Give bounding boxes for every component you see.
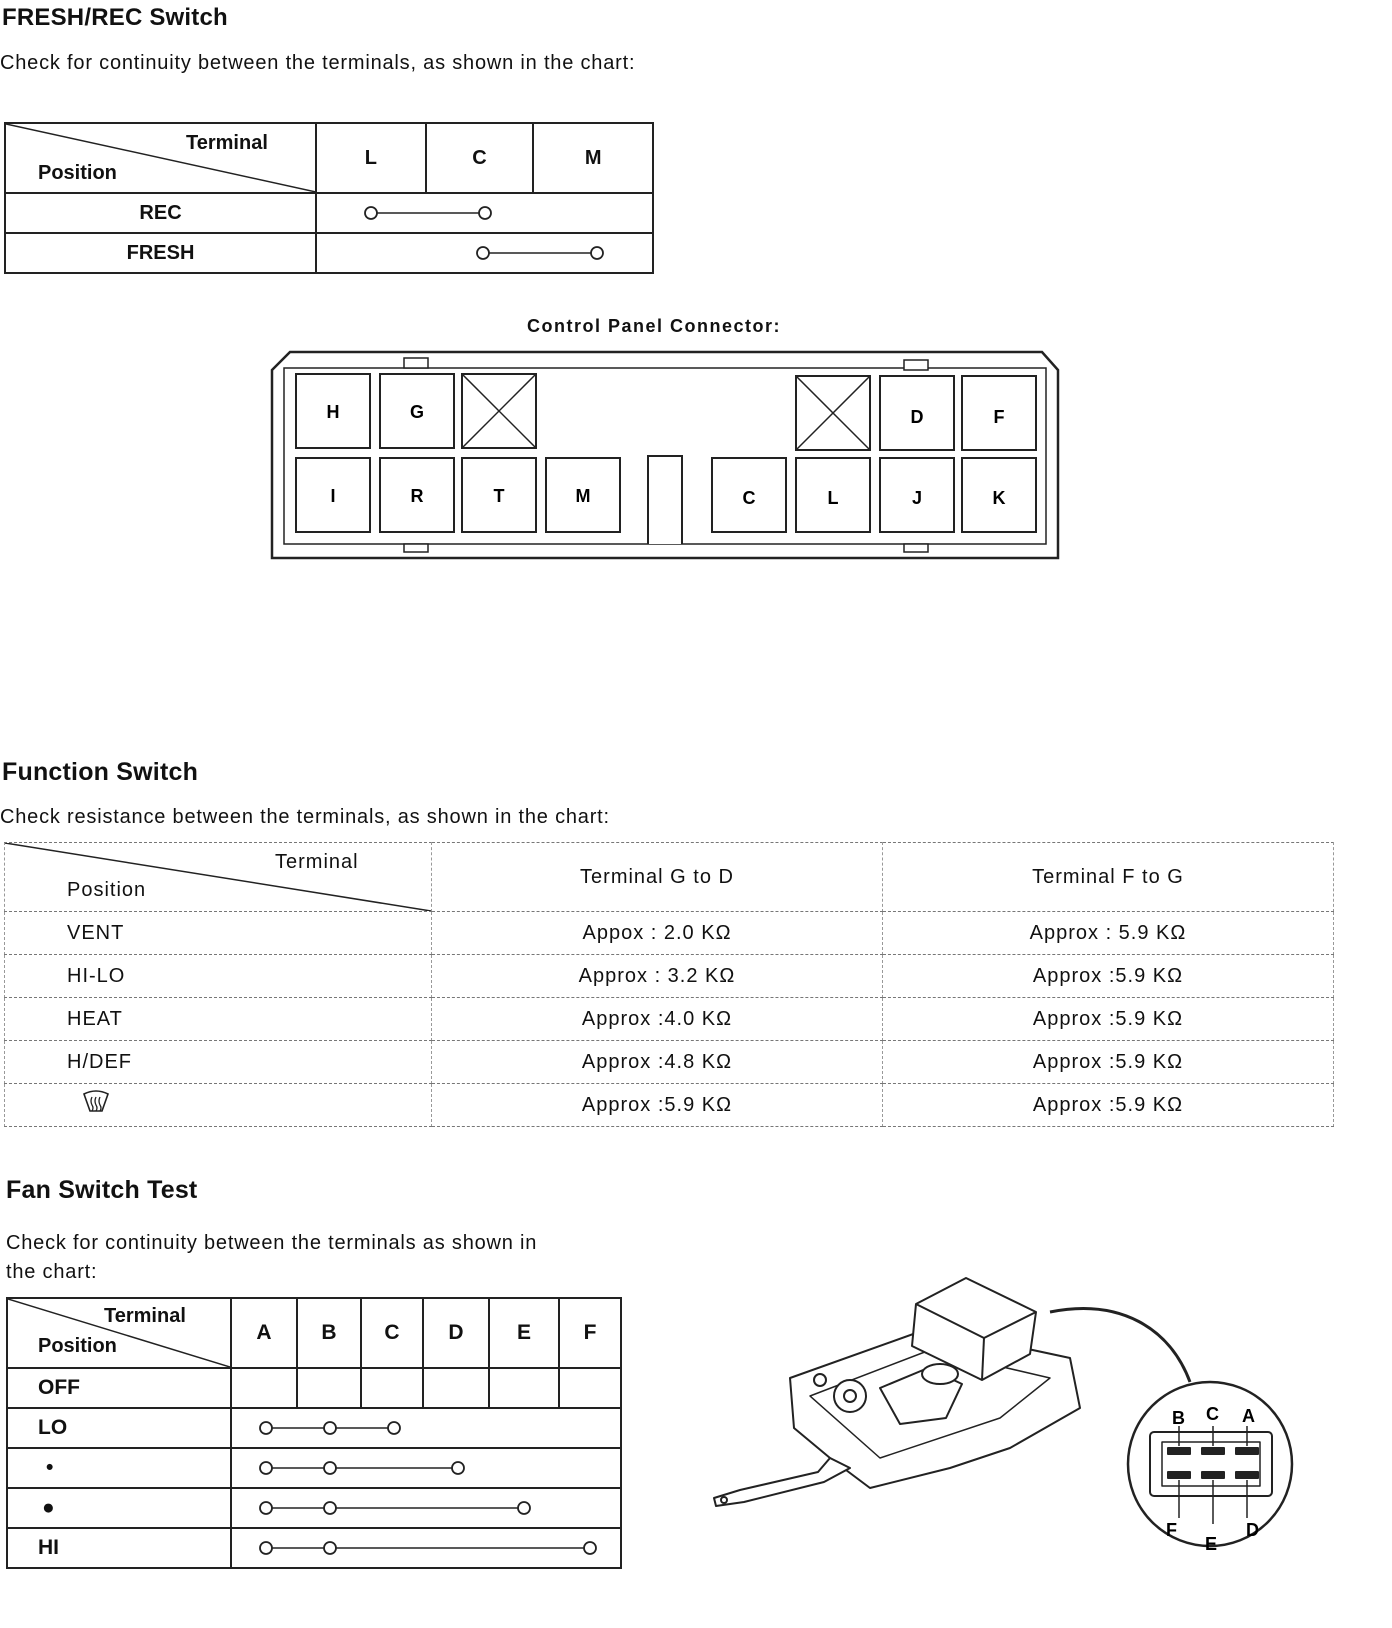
corner-position-label: Position: [38, 162, 117, 184]
medhi-continuity-line: [232, 1489, 624, 1527]
pin-J: J: [911, 488, 923, 508]
lo-continuity-line: [232, 1409, 624, 1447]
value-g-d: Approx :4.0 KΩ: [432, 998, 883, 1041]
fresh-continuity: [316, 233, 653, 273]
column-header-B: B: [297, 1298, 361, 1368]
row-label-fresh: FRESH: [5, 233, 316, 273]
table-row: [5, 1041, 1334, 1084]
corner-position-label: Position: [67, 879, 147, 901]
column-header-E: E: [489, 1298, 559, 1368]
row-label-lo: LO: [7, 1408, 231, 1448]
value-f-g: Approx : 5.9 KΩ: [883, 912, 1334, 955]
function-corner-cell: [5, 843, 432, 912]
column-header-C: C: [361, 1298, 423, 1368]
position-vent: VENT: [5, 912, 432, 955]
table-row: [7, 1368, 621, 1408]
hi-continuity-line: [232, 1529, 624, 1567]
table-row: [5, 1084, 1334, 1127]
fan-pin-E: E: [1205, 1534, 1218, 1554]
function-switch-table: [4, 842, 1334, 1127]
table-row: [5, 998, 1334, 1041]
fan-switch-intro-line1: Check for continuity between the terminals as shown in: [6, 1232, 538, 1254]
fresh-rec-corner-cell: [5, 123, 316, 193]
value-f-g: Approx :5.9 KΩ: [883, 998, 1334, 1041]
medlo-continuity-line: [232, 1449, 624, 1487]
value-g-d: Appox : 2.0 KΩ: [432, 912, 883, 955]
medlo-continuity: [231, 1448, 621, 1488]
pin-H: H: [326, 402, 340, 422]
lo-continuity: [231, 1408, 621, 1448]
fresh-rec-intro: Check for continuity between the terminals, as shown in the chart:: [0, 52, 636, 74]
column-header-L: L: [316, 123, 426, 193]
fan-pin-C: C: [1206, 1404, 1219, 1424]
value-f-g: Approx :5.9 KΩ: [883, 1041, 1334, 1084]
rec-continuity: [316, 193, 653, 233]
row-label-large-dot: ●: [7, 1488, 231, 1528]
fan-pin-D: D: [1246, 1520, 1259, 1540]
pin-C: C: [742, 488, 756, 508]
column-header-f-to-g: Terminal F to G: [883, 843, 1334, 912]
fan-switch-illustration: [700, 1268, 1340, 1620]
column-header-C: C: [426, 123, 534, 193]
table-row: [7, 1448, 621, 1488]
pin-D: D: [910, 407, 924, 427]
rec-continuity-line: [317, 194, 649, 232]
column-header-g-to-d: Terminal G to D: [432, 843, 883, 912]
connector-caption: Control Panel Connector:: [527, 316, 782, 336]
position-hi-lo: HI-LO: [5, 955, 432, 998]
table-row: [7, 1488, 621, 1528]
corner-terminal-label: Terminal: [186, 132, 268, 154]
pin-R: R: [410, 486, 424, 506]
column-header-A: A: [231, 1298, 297, 1368]
function-switch-intro: Check resistance between the terminals, as shown in the chart:: [0, 806, 610, 828]
row-label-off: OFF: [7, 1368, 231, 1408]
column-header-M: M: [533, 123, 653, 193]
pin-L: L: [827, 488, 839, 508]
fan-pin-A: A: [1242, 1406, 1255, 1426]
value-g-d: Approx :4.8 KΩ: [432, 1041, 883, 1084]
defrost-icon: [81, 1089, 111, 1115]
table-row: [5, 193, 653, 233]
table-row: [5, 912, 1334, 955]
medhi-continuity: [231, 1488, 621, 1528]
control-panel-connector-diagram: [268, 348, 1062, 562]
fan-pin-B: B: [1172, 1408, 1185, 1428]
hi-continuity: [231, 1528, 621, 1568]
value-f-g: Approx :5.9 KΩ: [883, 1084, 1334, 1127]
row-label-small-dot: •: [7, 1448, 231, 1488]
value-g-d: Approx :5.9 KΩ: [432, 1084, 883, 1127]
column-header-F: F: [559, 1298, 621, 1368]
fan-corner-cell: [7, 1298, 231, 1368]
function-switch-title: Function Switch: [2, 758, 199, 786]
value-g-d: Approx : 3.2 KΩ: [432, 955, 883, 998]
table-row: [5, 955, 1334, 998]
fan-switch-intro-line2: the chart:: [6, 1261, 98, 1283]
position-defrost: [5, 1084, 432, 1127]
fan-switch-title: Fan Switch Test: [6, 1176, 198, 1204]
pin-I: I: [330, 486, 336, 506]
fan-pin-F: F: [1166, 1520, 1177, 1540]
pin-G: G: [409, 402, 425, 422]
table-row: [5, 233, 653, 273]
corner-terminal-label: Terminal: [104, 1305, 186, 1327]
fresh-continuity-line: [317, 234, 649, 272]
table-row: [7, 1408, 621, 1448]
fresh-rec-table: [4, 122, 654, 274]
row-label-rec: REC: [5, 193, 316, 233]
position-heat: HEAT: [5, 998, 432, 1041]
fan-switch-table: [6, 1297, 622, 1569]
pin-K: K: [992, 488, 1006, 508]
fresh-rec-title: FRESH/REC Switch: [2, 4, 228, 31]
pin-M: M: [575, 486, 591, 506]
pin-T: T: [493, 486, 505, 506]
row-label-hi: HI: [7, 1528, 231, 1568]
corner-terminal-label: Terminal: [275, 851, 359, 873]
column-header-D: D: [423, 1298, 489, 1368]
value-f-g: Approx :5.9 KΩ: [883, 955, 1334, 998]
position-h-def: H/DEF: [5, 1041, 432, 1084]
corner-position-label: Position: [38, 1335, 117, 1357]
pin-F: F: [993, 407, 1005, 427]
table-row: [7, 1528, 621, 1568]
